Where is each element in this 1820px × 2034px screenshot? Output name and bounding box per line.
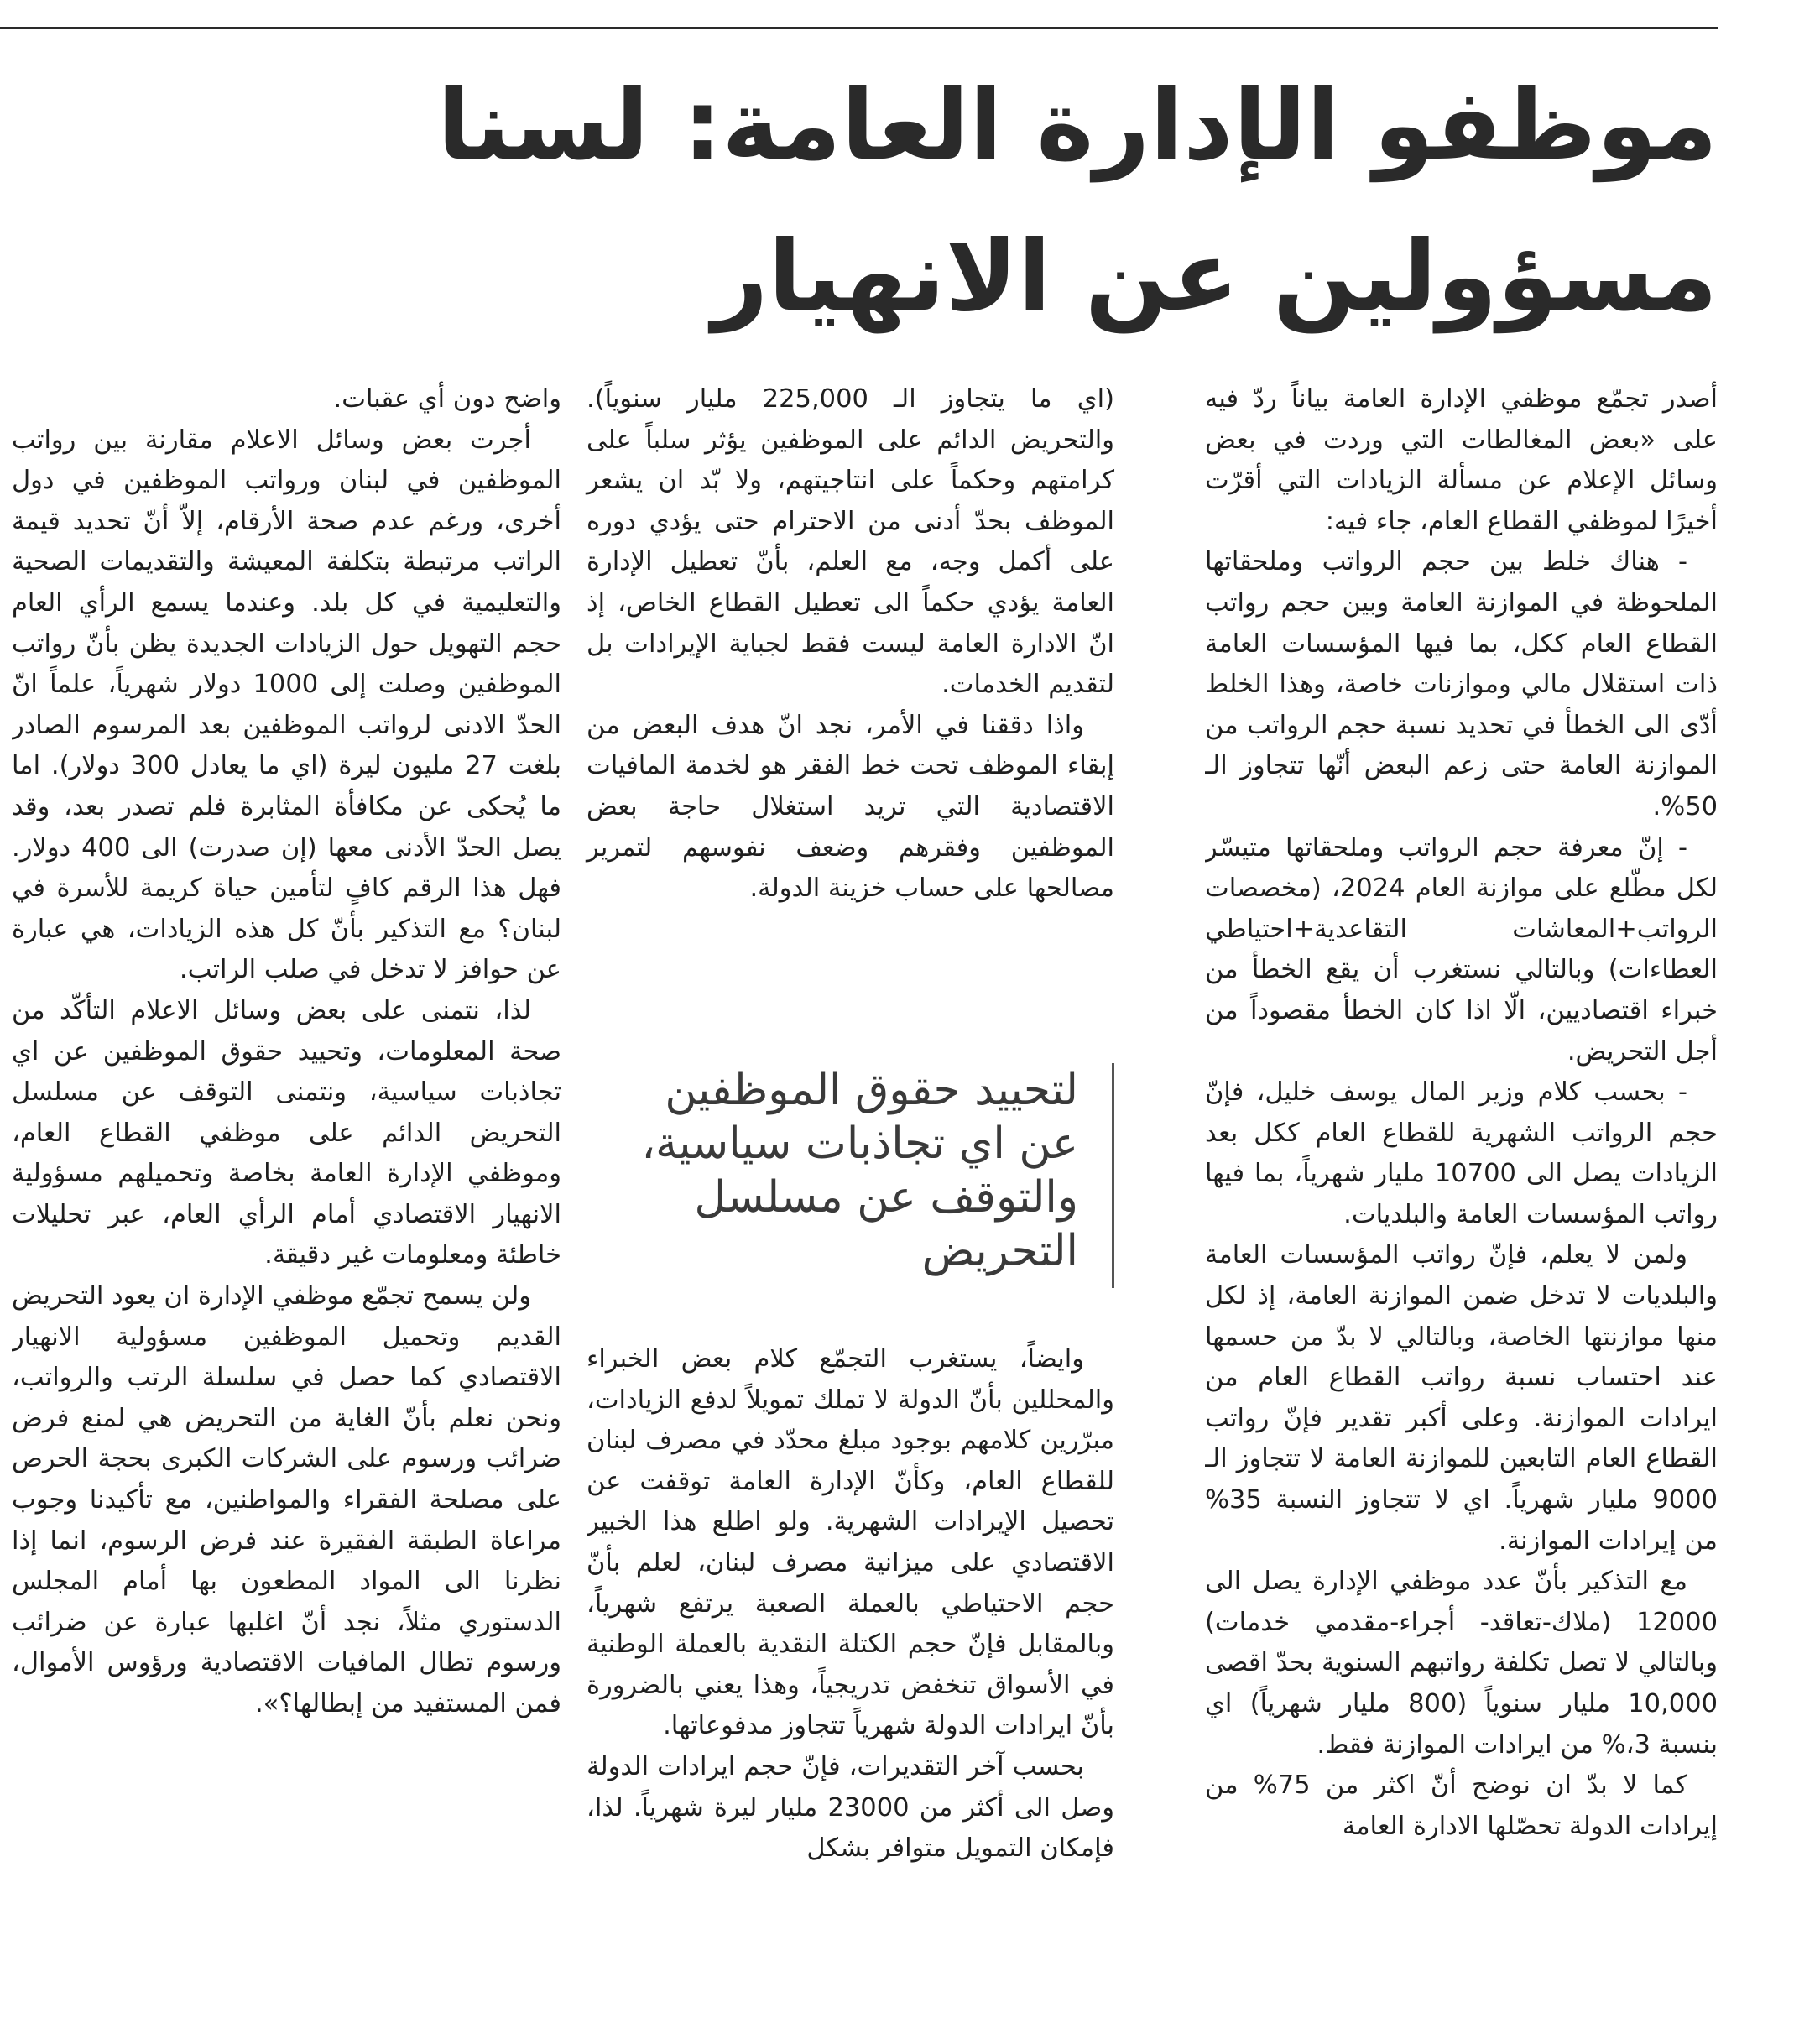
- paragraph: بحسب آخر التقديرات، فإنّ حجم ايرادات الدولة وصل الى أكثر من 23000 مليار ليرة شهرياً. لذا، فإمكان التمويل متوافر بشكل: [587, 1751, 1114, 1864]
- paragraph: أصدر تجمّع موظفي الإدارة العامة بياناً ردّ فيه على «بعض المغالطات التي وردت في بعض وسائل الإعلام عن مسألة الزيادات التي أقرّت أخيرًا لموظفي القطاع العام، جاء فيه:: [1205, 384, 1718, 536]
- article-column-left: [12, 379, 561, 2024]
- article-column-right: [1205, 379, 1718, 2024]
- paragraph: أجرت بعض وسائل الاعلام مقارنة بين رواتب الموظفين في لبنان ورواتب الموظفين في دول أخرى، ورغم عدم صحة الأرقام، إلاّ أنّ تحديد قيمة الراتب مرتبطة بتكلفة المعيشة والتقديمات الصحية والتعليمية في كل بلد. وعندما يسمع الرأي العام حجم التهويل حول الزيادات الجديدة يظن بأنّ رواتب الموظفين وصلت إلى 1000 دولار شهرياً، علماً انّ الحدّ الادنى لرواتب الموظفين بعد المرسوم الصادر بلغت 27 مليون ليرة (اي ما يعادل 300 دولار). اما ما يُحكى عن مكافأة المثابرة فلم تصدر بعد، وقد يصل الحدّ الأدنى معها (إن صدرت) الى 400 دولار. فهل هذا الرقم كافٍ لتأمين حياة كريمة للأسرة في لبنان؟ مع التذكير بأنّ كل هذه الزيادات، هي عبارة عن حوافز لا تدخل في صلب الراتب.: [12, 425, 561, 985]
- paragraph: وايضاً، يستغرب التجمّع كلام بعض الخبراء والمحللين بأنّ الدولة لا تملك تمويلاً لدفع الزيادات، مبرّرين كلامهم بوجود مبلغ محدّد في مصرف لبنان للقطاع العام، وكأنّ الإدارة العامة توقفت عن تحصيل الإيرادات الشهرية. ولو اطلع هذا الخبير الاقتصادي على ميزانية مصرف لبنان، لعلم بأنّ حجم الاحتياطي بالعملة الصعبة يرتفع شهرياً، وبالمقابل فإنّ حجم الكتلة النقدية بالعملة الوطنية في الأسواق تنخفض تدريجياً، وهذا يعني بالضرورة بأنّ ايرادات الدولة شهرياً تتجاوز مدفوعاتها.: [587, 1344, 1114, 1741]
- middle-column-bottom: [587, 1339, 1114, 2024]
- paragraph: - بحسب كلام وزير المال يوسف خليل، فإنّ حجم الرواتب الشهرية للقطاع العام ككل بعد الزيادات يصل الى 10700 مليار شهرياً، بما فيها رواتب المؤسسات العامة والبلديات.: [1205, 1077, 1718, 1229]
- paragraph: - هناك خلط بين حجم الرواتب وملحقاتها الملحوظة في الموازنة العامة وبين حجم رواتب القطاع العام ككل، بما فيها المؤسسات العامة ذات استقلال مالي وموازنات خاصة، وهذا الخلط أدّى الى الخطأ في تحديد نسبة حجم الرواتب من الموازنة العامة حتى زعم البعض أنّها تتجاوز الـ 50%.: [1205, 547, 1718, 821]
- top-rule: [0, 27, 1718, 29]
- paragraph: واضح دون أي عقبات.: [333, 384, 561, 414]
- paragraph: واذا دققنا في الأمر، نجد انّ هدف البعض من إبقاء الموظف تحت خط الفقر هو لخدمة المافيات الاقتصادية التي تريد استغلال حاجة بعض الموظفين وفقرهم وضعف نفوسهم لتمرير مصالحها على حساب خزينة الدولة.: [587, 710, 1114, 904]
- paragraph: لذا، نتمنى على بعض وسائل الاعلام التأكّد من صحة المعلومات، وتحييد حقوق الموظفين عن اي تجاذبات سياسية، ونتمنى التوقف عن مسلسل التحريض الدائم على موظفي القطاع العام، وموظفي الإدارة العامة بخاصة وتحميلهم مسؤولية الانهيار الاقتصادي أمام الرأي العام، عبر تحليلات خاطئة ومعلومات غير دقيقة.: [12, 995, 561, 1270]
- paragraph: - إنّ معرفة حجم الرواتب وملحقاتها متيسّر لكل مطّلع على موازنة العام 2024، (مخصصات الرواتب+المعاشات التقاعدية+احتياطي العطاءات) وبالتالي نستغرب أن يقع الخطأ من خبراء اقتصاديين، الّا اذا كان الخطأ مقصوداً من أجل التحريض.: [1205, 832, 1718, 1067]
- paragraph: مع التذكير بأنّ عدد موظفي الإدارة يصل الى 12000 (ملاك-تعاقد- أجراء-مقدمي خدمات) وبالتالي لا تصل تكلفة رواتبهم السنوية بحدّ اقصى 10,000 مليار سنوياً (800 مليار شهرياً) اي بنسبة 3،% من ايرادات الموازنة فقط.: [1205, 1567, 1718, 1760]
- paragraph: (اي ما يتجاوز الـ 225,000 مليار سنوياً). والتحريض الدائم على الموظفين يؤثر سلباً على كرامتهم وحكماً على انتاجيتهم، ولا بّد ان يشعر الموظف بحدّ أدنى من الاحترام حتى يؤدي دوره على أكمل وجه، مع العلم، بأنّ تعطيل الإدارة العامة يؤدي حكماً الى تعطيل القطاع الخاص، إذ انّ الادارة العامة ليست فقط لجباية الإيرادات بل لتقديم الخدمات.: [587, 384, 1114, 700]
- paragraph: ولمن لا يعلم، فإنّ رواتب المؤسسات العامة والبلديات لا تدخل ضمن الموازنة العامة، إذ لكل منها موازنتها الخاصة، وبالتالي لا بدّ من حسمها عند احتساب نسبة رواتب القطاع العام من ايرادات الموازنة. وعلى أكبر تقدير فإنّ رواتب القطاع العام التابعين للموازنة العامة لا تتجاوز الـ 9000 مليار شهرياً. اي لا تتجاوز النسبة 35% من إيرادات الموازنة.: [1205, 1240, 1718, 1556]
- pull-quote: لتحييد حقوق الموظفين عن اي تجاذبات سياسية، والتوقف عن مسلسل التحريض: [628, 1063, 1114, 1288]
- middle-column-top: [587, 379, 1114, 910]
- paragraph: كما لا بدّ ان نوضح أنّ اكثر من 75% من إيرادات الدولة تحصّلها الادارة العامة: [1205, 1771, 1718, 1841]
- paragraph: ولن يسمح تجمّع موظفي الإدارة ان يعود التحريض القديم وتحميل الموظفين مسؤولية الانهيار الاقتصادي كما حصل في سلسلة الرتب والرواتب، ونحن نعلم بأنّ الغاية من التحريض هي لمنع فرض ضرائب ورسوم على الشركات الكبرى بحجة الحرص على مصلحة الفقراء والمواطنين، مع تأكيدنا وجوب مراعاة الطبقة الفقيرة عند فرض الرسوم، انما إذا نظرنا الى المواد المطعون بها أمام المجلس الدستوري مثلاً، نجد أنّ اغلبها عبارة عن ضرائب ورسوم تطال المافيات الاقتصادية ورؤوس الأموال، فمن المستفيد من إبطالها؟».: [12, 1281, 561, 1718]
- article-headline: موظفو الإدارة العامة: لسنا مسؤولين عن الانهيار: [436, 69, 1718, 333]
